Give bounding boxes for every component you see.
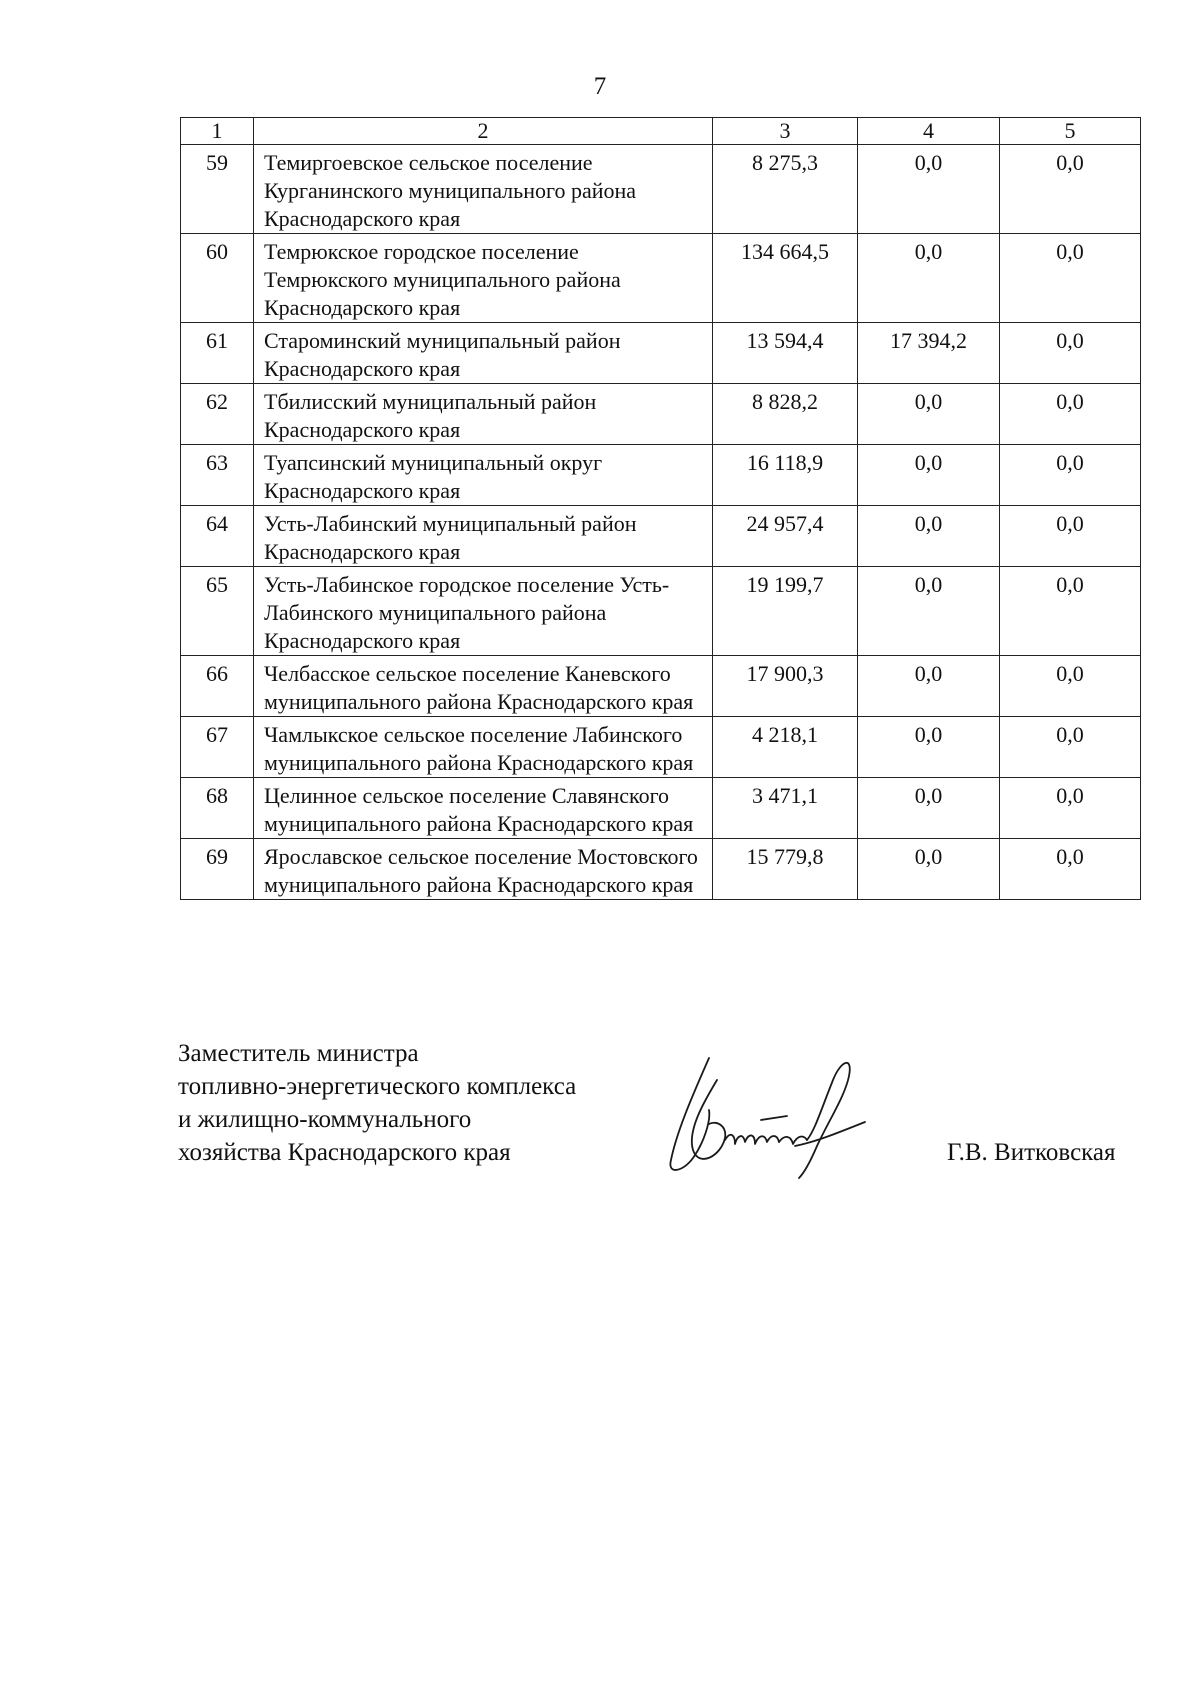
- row-number-cell: 61: [181, 323, 254, 384]
- column-3-value-cell: 8 828,2: [713, 384, 858, 445]
- signature-position: [178, 1037, 576, 1169]
- table-row: [181, 778, 1141, 839]
- row-number-cell: 60: [181, 234, 254, 323]
- table-row: [181, 717, 1141, 778]
- column-5-value-cell: 0,0: [1000, 506, 1141, 567]
- municipality-name-cell: Ярославское сельское поселение Мостовского муниципального района Краснодарского края: [254, 839, 713, 900]
- municipality-name-cell: Темиргоевское сельское поселение Курганинского муниципального района Краснодарского края: [254, 145, 713, 234]
- column-5-value-cell: 0,0: [1000, 778, 1141, 839]
- table-row: [181, 234, 1141, 323]
- row-number-cell: 64: [181, 506, 254, 567]
- municipality-name-cell: Туапсинский муниципальный округ Краснодарского края: [254, 445, 713, 506]
- municipality-name-cell: Староминский муниципальный район Краснодарского края: [254, 323, 713, 384]
- table-row: [181, 839, 1141, 900]
- column-header: 1: [181, 118, 254, 145]
- column-3-value-cell: 134 664,5: [713, 234, 858, 323]
- table-row: [181, 445, 1141, 506]
- column-3-value-cell: 19 199,7: [713, 567, 858, 656]
- row-number-cell: 59: [181, 145, 254, 234]
- row-number-cell: 63: [181, 445, 254, 506]
- row-number-cell: 65: [181, 567, 254, 656]
- column-5-value-cell: 0,0: [1000, 145, 1141, 234]
- row-number-cell: 67: [181, 717, 254, 778]
- table-header-row: [181, 118, 1141, 145]
- column-header: 2: [254, 118, 713, 145]
- column-4-value-cell: 0,0: [858, 384, 1000, 445]
- municipality-name-cell: Чамлыкское сельское поселение Лабинского муниципального района Краснодарского края: [254, 717, 713, 778]
- position-line: и жилищно-коммунального: [178, 1106, 472, 1133]
- column-3-value-cell: 13 594,4: [713, 323, 858, 384]
- column-5-value-cell: 0,0: [1000, 656, 1141, 717]
- column-3-value-cell: 4 218,1: [713, 717, 858, 778]
- column-3-value-cell: 16 118,9: [713, 445, 858, 506]
- column-4-value-cell: 0,0: [858, 839, 1000, 900]
- column-4-value-cell: 0,0: [858, 234, 1000, 323]
- row-number-cell: 66: [181, 656, 254, 717]
- column-4-value-cell: 0,0: [858, 656, 1000, 717]
- table-row: [181, 656, 1141, 717]
- signer-name: Г.В. Витковская: [947, 1139, 1116, 1166]
- table-row: [181, 567, 1141, 656]
- municipality-name-cell: Тбилисский муниципальный район Краснодарского края: [254, 384, 713, 445]
- table-row: [181, 506, 1141, 567]
- municipality-name-cell: Усть-Лабинский муниципальный район Краснодарского края: [254, 506, 713, 567]
- column-4-value-cell: 0,0: [858, 145, 1000, 234]
- column-4-value-cell: 0,0: [858, 778, 1000, 839]
- column-5-value-cell: 0,0: [1000, 234, 1141, 323]
- column-5-value-cell: 0,0: [1000, 717, 1141, 778]
- column-header: 5: [1000, 118, 1141, 145]
- column-5-value-cell: 0,0: [1000, 567, 1141, 656]
- column-5-value-cell: 0,0: [1000, 323, 1141, 384]
- table-row: [181, 145, 1141, 234]
- column-5-value-cell: 0,0: [1000, 384, 1141, 445]
- column-3-value-cell: 3 471,1: [713, 778, 858, 839]
- column-header: 4: [858, 118, 1000, 145]
- page-number: 7: [593, 73, 607, 100]
- position-line: Заместитель министра: [178, 1040, 419, 1067]
- column-5-value-cell: 0,0: [1000, 445, 1141, 506]
- column-5-value-cell: 0,0: [1000, 839, 1141, 900]
- column-4-value-cell: 0,0: [858, 506, 1000, 567]
- municipality-name-cell: Челбасское сельское поселение Каневского муниципального района Краснодарского края: [254, 656, 713, 717]
- column-header: 3: [713, 118, 858, 145]
- row-number-cell: 69: [181, 839, 254, 900]
- column-3-value-cell: 17 900,3: [713, 656, 858, 717]
- position-line: топливно-энергетического комплекса: [178, 1073, 577, 1100]
- data-table: [180, 117, 1141, 900]
- table-row: [181, 323, 1141, 384]
- row-number-cell: 68: [181, 778, 254, 839]
- row-number-cell: 62: [181, 384, 254, 445]
- municipality-name-cell: Темрюкское городское поселение Темрюкского муниципального района Краснодарского края: [254, 234, 713, 323]
- column-3-value-cell: 24 957,4: [713, 506, 858, 567]
- column-4-value-cell: 0,0: [858, 717, 1000, 778]
- column-4-value-cell: 17 394,2: [858, 323, 1000, 384]
- municipality-name-cell: Целинное сельское поселение Славянского муниципального района Краснодарского края: [254, 778, 713, 839]
- municipality-name-cell: Усть-Лабинское городское поселение Усть-Лабинского муниципального района Краснодарского края: [254, 567, 713, 656]
- column-3-value-cell: 8 275,3: [713, 145, 858, 234]
- signature-image: [665, 1050, 905, 1180]
- table-row: [181, 384, 1141, 445]
- column-4-value-cell: 0,0: [858, 445, 1000, 506]
- column-4-value-cell: 0,0: [858, 567, 1000, 656]
- column-3-value-cell: 15 779,8: [713, 839, 858, 900]
- position-line: хозяйства Краснодарского края: [178, 1139, 511, 1166]
